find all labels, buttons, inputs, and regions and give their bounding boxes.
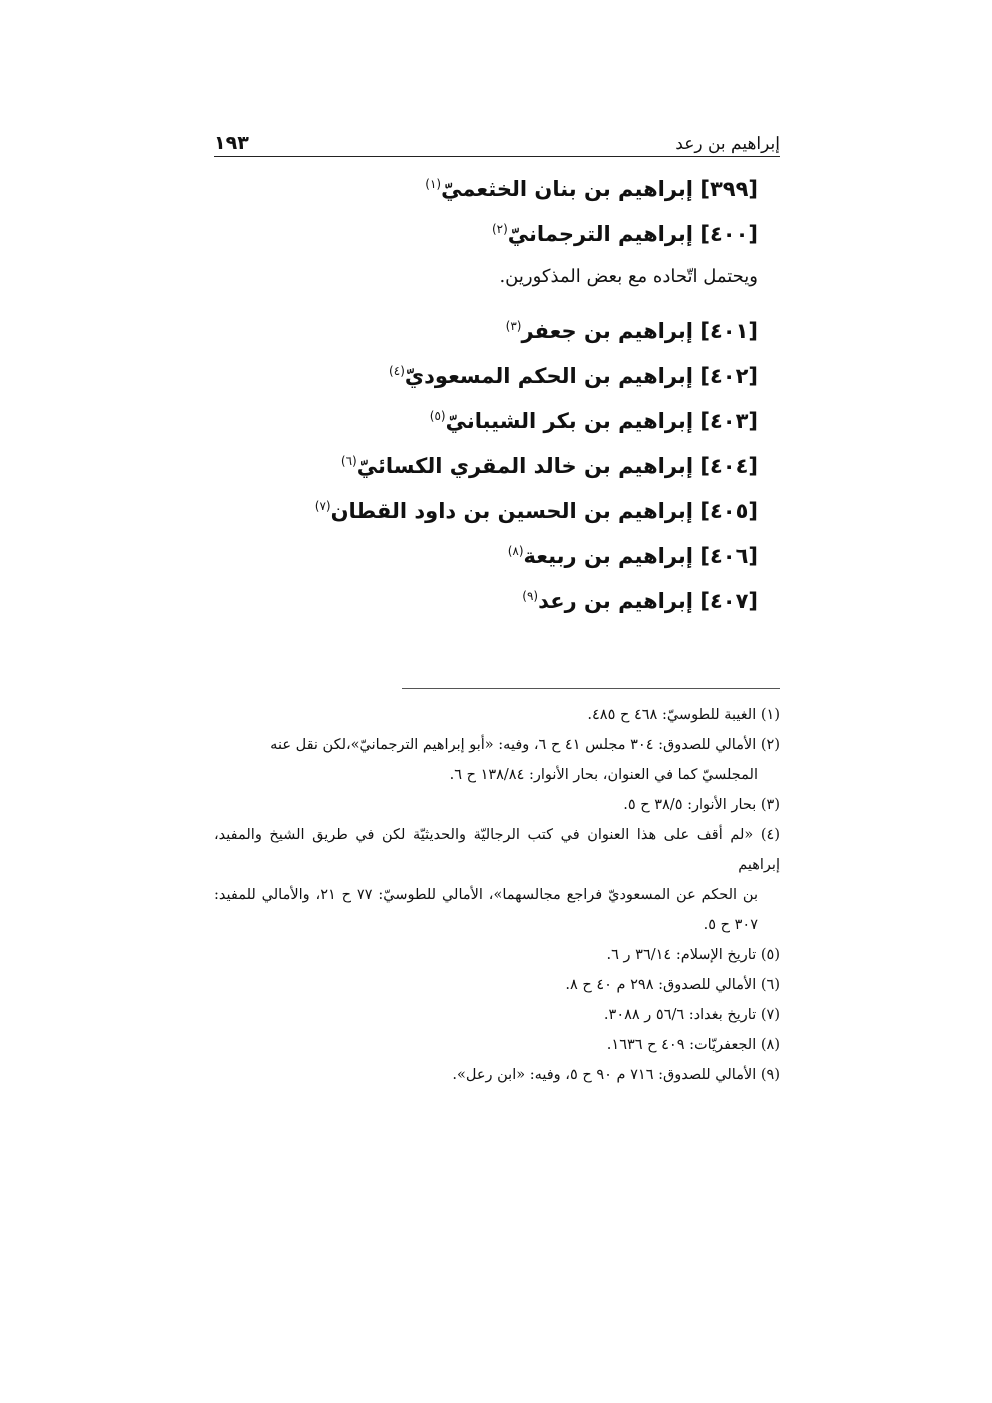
entry-number: [٤٠٠]: [700, 222, 758, 246]
footnote-9: [214, 1060, 780, 1090]
footnote-3: [214, 790, 780, 820]
footnote-text: (٣) بحار الأنوار: ٣٨/٥ ح ٥.: [623, 797, 780, 813]
footnote-text: (٢) الأمالي للصدوق: ٣٠٤ مجلس ٤١ ح ٦، وفيه: «أبو إبراهيم الترجمانيّ»،لكن نقل عنه: [270, 737, 780, 753]
footnotes: [214, 700, 780, 1090]
footnote-text: (٨) الجعفريّات: ٤٠٩ ح ١٦٣٦.: [606, 1037, 780, 1053]
entry-name: إبراهيم بن ربيعة: [523, 544, 694, 568]
footnote-ref[interactable]: (٣): [505, 319, 522, 333]
entry-number: [٤٠٤]: [700, 454, 758, 478]
entry-name: إبراهيم الترجمانيّ: [507, 222, 694, 246]
footnote-ref[interactable]: (٦): [340, 454, 357, 468]
footnote-4: [214, 820, 780, 940]
entry-402: [214, 354, 758, 399]
entry-name: إبراهيم بن خالد المقري الكسائيّ: [356, 454, 694, 478]
entry-name: إبراهيم بن جعفر: [521, 319, 694, 343]
entry-name: إبراهيم بن بنان الخثعميّ: [441, 177, 694, 201]
entry-number: [٤٠٣]: [700, 409, 758, 433]
entry-name: إبراهيم بن رعد: [538, 589, 694, 613]
entry-401: [214, 309, 758, 354]
entry-name: إبراهيم بن بكر الشيبانيّ: [445, 409, 694, 433]
entry-number: [٤٠١]: [700, 319, 758, 343]
entry-number: [٤٠٧]: [700, 589, 758, 613]
footnote-ref[interactable]: (٨): [507, 544, 524, 558]
page-body: [214, 118, 780, 624]
entry-number: [٤٠٥]: [700, 499, 758, 523]
footnote-text: (٥) تاريخ الإسلام: ٣٦/١٤ ر ٦.: [606, 947, 780, 963]
footnote-ref[interactable]: (٤): [389, 364, 405, 378]
footnote-6: [214, 970, 780, 1000]
footnote-text: (٤) «لم أقف على هذا العنوان في كتب الرجاليّة والحديثيّة لكن في طريق الشيخ والمفيد، إبراهيم: [214, 827, 780, 873]
footnote-5: [214, 940, 780, 970]
footnote-continuation: المجلسيّ كما في العنوان، بحار الأنوار: ١٣٨/٨٤ ح ٦.: [449, 767, 758, 783]
entry-406: [214, 534, 758, 579]
page-number: ١٩٣: [214, 132, 249, 154]
entry-405: [214, 489, 758, 534]
footnote-text: (٦) الأمالي للصدوق: ٢٩٨ م ٤٠ ح ٨.: [565, 977, 780, 993]
footnote-ref[interactable]: (٥): [429, 409, 446, 423]
entry-number: [٤٠٦]: [700, 544, 758, 568]
footnote-ref[interactable]: (١): [425, 177, 442, 191]
footnote-1: [214, 700, 780, 730]
entry-name: إبراهيم بن الحسين بن داود القطان: [330, 499, 694, 523]
entry-list: [214, 167, 780, 624]
footnote-text: (٧) تاريخ بغداد: ٥٦/٦ ر ٣٠٨٨.: [603, 1007, 780, 1023]
entry-404: [214, 444, 758, 489]
footnote-ref[interactable]: (٧): [314, 499, 331, 513]
footnote-8: [214, 1030, 780, 1060]
page-header: [214, 118, 780, 157]
entry-400: [214, 212, 758, 257]
footnote-text: (٩) الأمالي للصدوق: ٧١٦ م ٩٠ ح ٥، وفيه: «ابن رعل».: [452, 1067, 780, 1083]
entry-note: ويحتمل اتّحاده مع بعض المذكورين.: [499, 266, 758, 287]
entry-407: [214, 579, 758, 624]
entry-name: إبراهيم بن الحكم المسعوديّ: [404, 364, 694, 388]
footnote-continuation: بن الحكم عن المسعوديّ فراجع مجالسهما»، الأمالي للطوسيّ: ٧٧ ح ٢١، والأمالي للمفيد: ٣٠٧ ح ٥.: [214, 887, 758, 933]
footnote-text: (١) الغيبة للطوسيّ: ٤٦٨ ح ٤٨٥.: [587, 707, 780, 723]
running-title: إبراهيم بن رعد: [675, 134, 780, 154]
entry-403: [214, 399, 758, 444]
footnote-ref[interactable]: (٩): [522, 589, 539, 603]
entry-number: [٣٩٩]: [700, 177, 758, 201]
footnote-divider: [402, 688, 780, 689]
footnote-2: [214, 730, 780, 790]
footnote-ref[interactable]: (٢): [491, 222, 508, 236]
footnote-7: [214, 1000, 780, 1030]
entry-number: [٤٠٢]: [700, 364, 758, 388]
entry-399: [214, 167, 758, 212]
